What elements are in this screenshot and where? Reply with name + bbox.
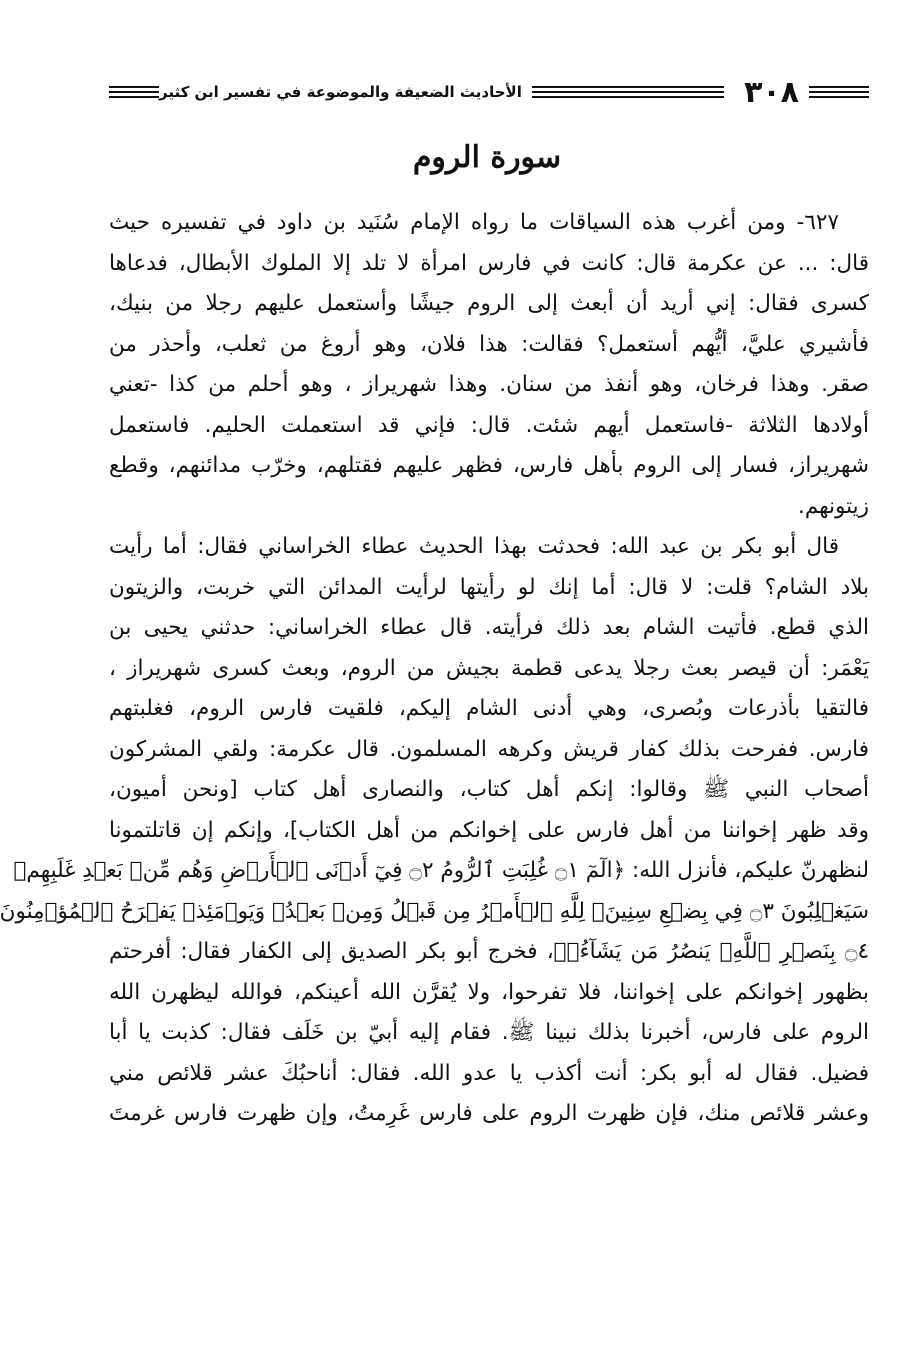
text-line: بلاد الشام؟ قلت: لا قال: أما إنك لو رأيتها لرأيت المدائن التي خربت، والزيتون [109, 574, 869, 600]
surah-title: سورة الروم [412, 140, 562, 175]
text-line: أصحاب النبي ﷺ وقالوا: إنكم أهل كتاب، والنصارى أهل كتاب [ونحن أميون، [109, 777, 869, 802]
text-line: أولادها الثلاثة -فاستعمل أيهم شئت. قال: فإني قد استعملت الحليم. فاستعمل [109, 412, 869, 438]
text-line: الذي قطع. فأتيت الشام بعد ذلك فرأيته. قال عطاء الخراساني: حدثني يحيى بن [109, 615, 869, 640]
text-line: فارس. ففرحت بذلك كفار قريش وكرهه المسلمون. قال عكرمة: ولقي المشركون [109, 736, 869, 762]
running-title: الأحاديث الضعيفة والموضوعة في تفسير ابن كثير [159, 83, 522, 101]
text-line: وقد ظهر إخواننا من أهل فارس على إخوانكم من أهل الكتاب]، وإنكم إن قاتلتمونا [109, 817, 869, 843]
page-number: ٣٠٨ [744, 74, 799, 110]
text-line: بظهور إخوانكم على إخواننا، فلا تفرحوا، ولا يُقرَّن الله أعينكم، فوالله ليظهرن الله [109, 979, 869, 1005]
text-line: فضيل. فقال له أبو بكر: أنت أكذب يا عدو الله. فقال: أناحبُكَ عشر قلائص مني [109, 1060, 869, 1086]
text-line: الروم على فارس، أخبرنا بذلك نبينا ﷺ. فقام إليه أبيّ بن خَلَف فقال: كذبت يا أبا [109, 1020, 869, 1045]
text-line: صقر. وهذا فرخان، وهو أنفذ من سنان. وهذا شهريراز ، وهو أحلم من كذا -تعني [109, 372, 869, 397]
quran-verse-line: ۝٤ بِنَصۡرِ ٱللَّهِۚ يَنصُرُ مَن يَشَآءُۖ﴾، فخرج أبو بكر الصديق إلى الكفار فقال: أفرحتم [109, 939, 869, 964]
quran-verse-line: لنظهرنّ عليكم، فأنزل الله: ﴿الٓمٓ ۝١ غُلِبَتِ ٱلرُّومُ ۝٢ فِيٓ أَدۡنَى ٱلۡأَرۡضِ وَهُم مِّنۢ بَعۡدِ غَلَبِهِمۡ [13, 858, 869, 883]
text-line: ٦٢٧- ومن أغرب هذه السياقات ما رواه الإمام سُنَيد بن داود في تفسيره حيث [109, 210, 839, 235]
text-line: فالتقيا بأذرعات وبُصرى، وهي أدنى الشام إليكم، فلقيت فارس الروم، فغلبتهم [109, 696, 869, 721]
text-line: قال: ... عن عكرمة قال: كانت في فارس امرأة لا تلد إلا الملوك الأبطال، فدعاها [109, 250, 869, 276]
header-rule-left [109, 86, 159, 98]
body-text [0, 203, 869, 1135]
text-line: زيتونهم. [798, 493, 869, 519]
text-line: يَعْمَر: أن قيصر بعث رجلا يدعى قطمة بجيش من الروم، وبعث كسرى شهريراز ، [109, 655, 869, 681]
header-rule-middle [532, 86, 724, 98]
quran-verse-line: سَيَغۡلِبُونَ ۝٣ فِي بِضۡعِ سِنِينَۗ لِلَّهِ ٱلۡأَمۡرُ مِن قَبۡلُ وَمِنۢ بَعۡدُۚ وَيَوۡمَئِذٖ يَفۡرَحُ ٱلۡمُؤۡمِنُونَ [0, 898, 869, 924]
text-line: فأشيري عليَّ، أيُّهم أستعمل؟ فقالت: هذا فلان، وهو أروغ من ثعلب، وأحذر من [109, 331, 869, 357]
text-line: وعشر قلائص منك، فإن ظهرت الروم على فارس غَرِمتُ، وإن ظهرت فارس غرمتَ [109, 1101, 869, 1126]
text-line: شهريراز، فسار إلى الروم بأهل فارس، فظهر عليهم فقتلهم، وخرّب مدائنهم، وقطع [109, 453, 869, 478]
text-line: كسرى فقال: إني أريد أن أبعث إلى الروم جيشًا وأستعمل عليهم رجلا من بنيك، [109, 291, 869, 316]
text-line: قال أبو بكر بن عبد الله: فحدثت بهذا الحديث عطاء الخراساني فقال: أما رأيت [109, 534, 839, 559]
page-header [109, 72, 869, 112]
header-rule-right [809, 86, 869, 98]
